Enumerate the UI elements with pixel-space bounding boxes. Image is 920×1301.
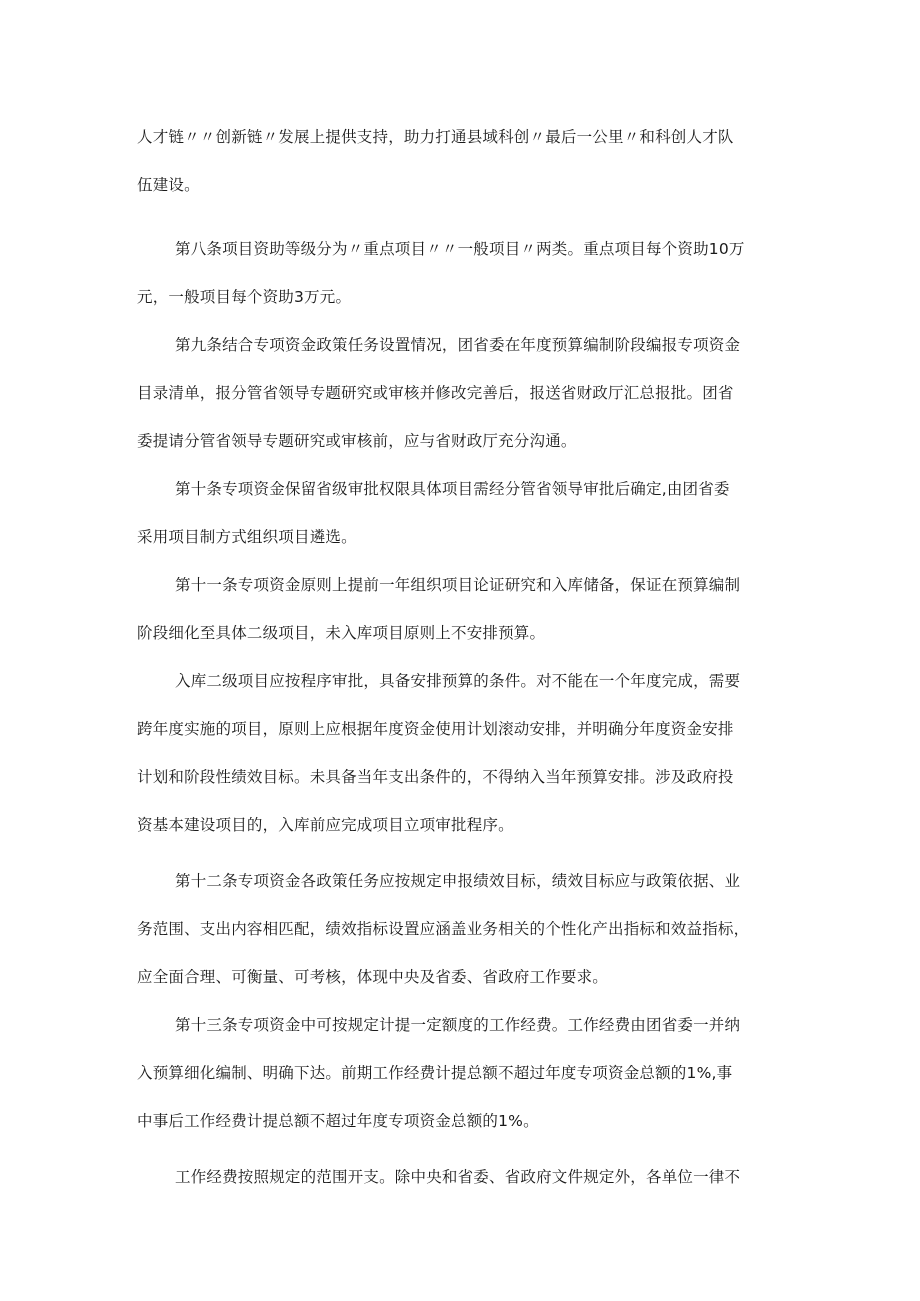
article-11-cont-line: 资基本建设项目的，入库前应完成项目立项审批程序。 [137, 816, 514, 834]
article-12-line: 第十二条专项资金各政策任务应按规定申报绩效目标，绩效目标应与政策依据、业 [175, 872, 741, 890]
paragraph-line: 人才链〃〃创新链〃发展上提供支持，助力打通县域科创〃最后一公里〃和科创人才队 [137, 128, 734, 146]
article-9-line: 目录清单，报分管省领导专题研究或审核并修改完善后，报送省财政厅汇总报批。团省 [137, 384, 734, 402]
article-12-line: 应全面合理、可衡量、可考核，体现中央及省委、省政府工作要求。 [137, 968, 609, 986]
article-13-line: 入预算细化编制、明确下达。前期工作经费计提总额不超过年度专项资金总额的1%,事 [137, 1064, 733, 1082]
article-8-line: 第八条项目资助等级分为〃重点项目〃〃一般项目〃两类。重点项目每个资助10万 [175, 240, 745, 258]
article-12-line: 务范围、支出内容相匹配，绩效指标设置应涵盖业务相关的个性化产出指标和效益指标， [137, 920, 750, 938]
article-8-line: 元，一般项目每个资助3万元。 [137, 288, 352, 306]
article-13-line: 中事后工作经费计提总额不超过年度专项资金总额的1%。 [137, 1112, 539, 1130]
article-10-line: 采用项目制方式组织项目遴选。 [137, 528, 357, 546]
article-13-line: 第十三条专项资金中可按规定计提一定额度的工作经费。工作经费由团省委一并纳 [175, 1016, 741, 1034]
article-10-line: 第十条专项资金保留省级审批权限具体项目需经分管省领导审批后确定,由团省委 [175, 480, 730, 498]
article-9-line: 委提请分管省领导专题研究或审核前，应与省财政厅充分沟通。 [137, 432, 577, 450]
article-11-cont-line: 计划和阶段性绩效目标。未具备当年支出条件的，不得纳入当年预算安排。涉及政府投 [137, 768, 734, 786]
article-13-cont-line: 工作经费按照规定的范围开支。除中央和省委、省政府文件规定外，各单位一律不 [175, 1168, 741, 1186]
article-11-line: 第十一条专项资金原则上提前一年组织项目论证研究和入库储备，保证在预算编制 [175, 576, 741, 594]
article-9-line: 第九条结合专项资金政策任务设置情况，团省委在年度预算编制阶段编报专项资金 [175, 336, 741, 354]
article-11-line: 阶段细化至具体二级项目，未入库项目原则上不安排预算。 [137, 624, 546, 642]
article-11-cont-line: 入库二级项目应按程序审批，具备安排预算的条件。对不能在一个年度完成，需要 [175, 672, 741, 690]
article-11-cont-line: 跨年度实施的项目，原则上应根据年度资金使用计划滚动安排，并明确分年度资金安排 [137, 720, 734, 738]
paragraph-line: 伍建设。 [137, 176, 200, 194]
